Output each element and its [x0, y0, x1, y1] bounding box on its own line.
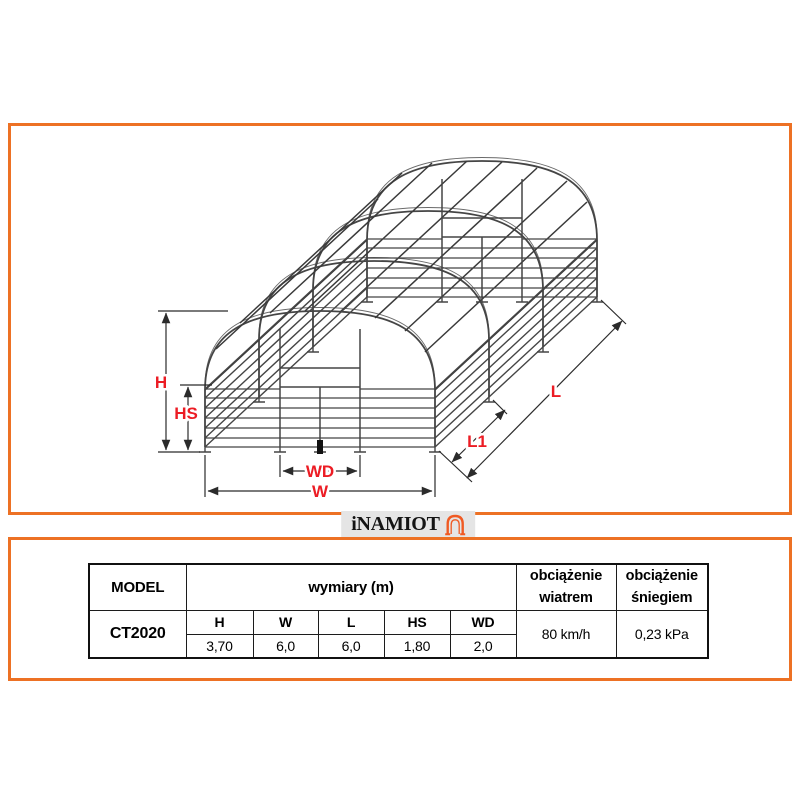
- header-dimensions: wymiary (m): [186, 564, 516, 610]
- drawing-panel: [8, 123, 792, 515]
- dim-label-hs: HS: [174, 404, 198, 423]
- header-wind-load: obciążenie wiatrem: [516, 564, 616, 610]
- wind-load-value: 80 km/h: [516, 610, 616, 658]
- dim-col-hs: HS: [384, 610, 450, 634]
- dim-label-h: H: [154, 373, 168, 392]
- dim-label-wd: WD: [305, 462, 335, 481]
- dim-col-l: L: [318, 610, 384, 634]
- dim-col-h: H: [186, 610, 253, 634]
- dim-label-l1: L1: [467, 432, 487, 451]
- value-h: 3,70: [186, 634, 253, 658]
- model-cell: CT2020: [89, 610, 186, 658]
- brand-logo: [341, 511, 475, 537]
- brand-logo-text: iNAMIOT: [351, 513, 440, 535]
- value-w: 6,0: [253, 634, 318, 658]
- header-snow-load: obciążenie śniegiem: [616, 564, 708, 610]
- value-hs: 1,80: [384, 634, 450, 658]
- value-wd: 2,0: [450, 634, 516, 658]
- dim-col-w: W: [253, 610, 318, 634]
- tent-arch-icon: [443, 513, 467, 536]
- snow-load-value: 0,23 kPa: [616, 610, 708, 658]
- dim-col-wd: WD: [450, 610, 516, 634]
- spec-table: [88, 563, 709, 659]
- value-l: 6,0: [318, 634, 384, 658]
- dim-label-l: L: [550, 382, 562, 401]
- dim-label-w: W: [311, 482, 329, 501]
- header-model: MODEL: [89, 564, 186, 610]
